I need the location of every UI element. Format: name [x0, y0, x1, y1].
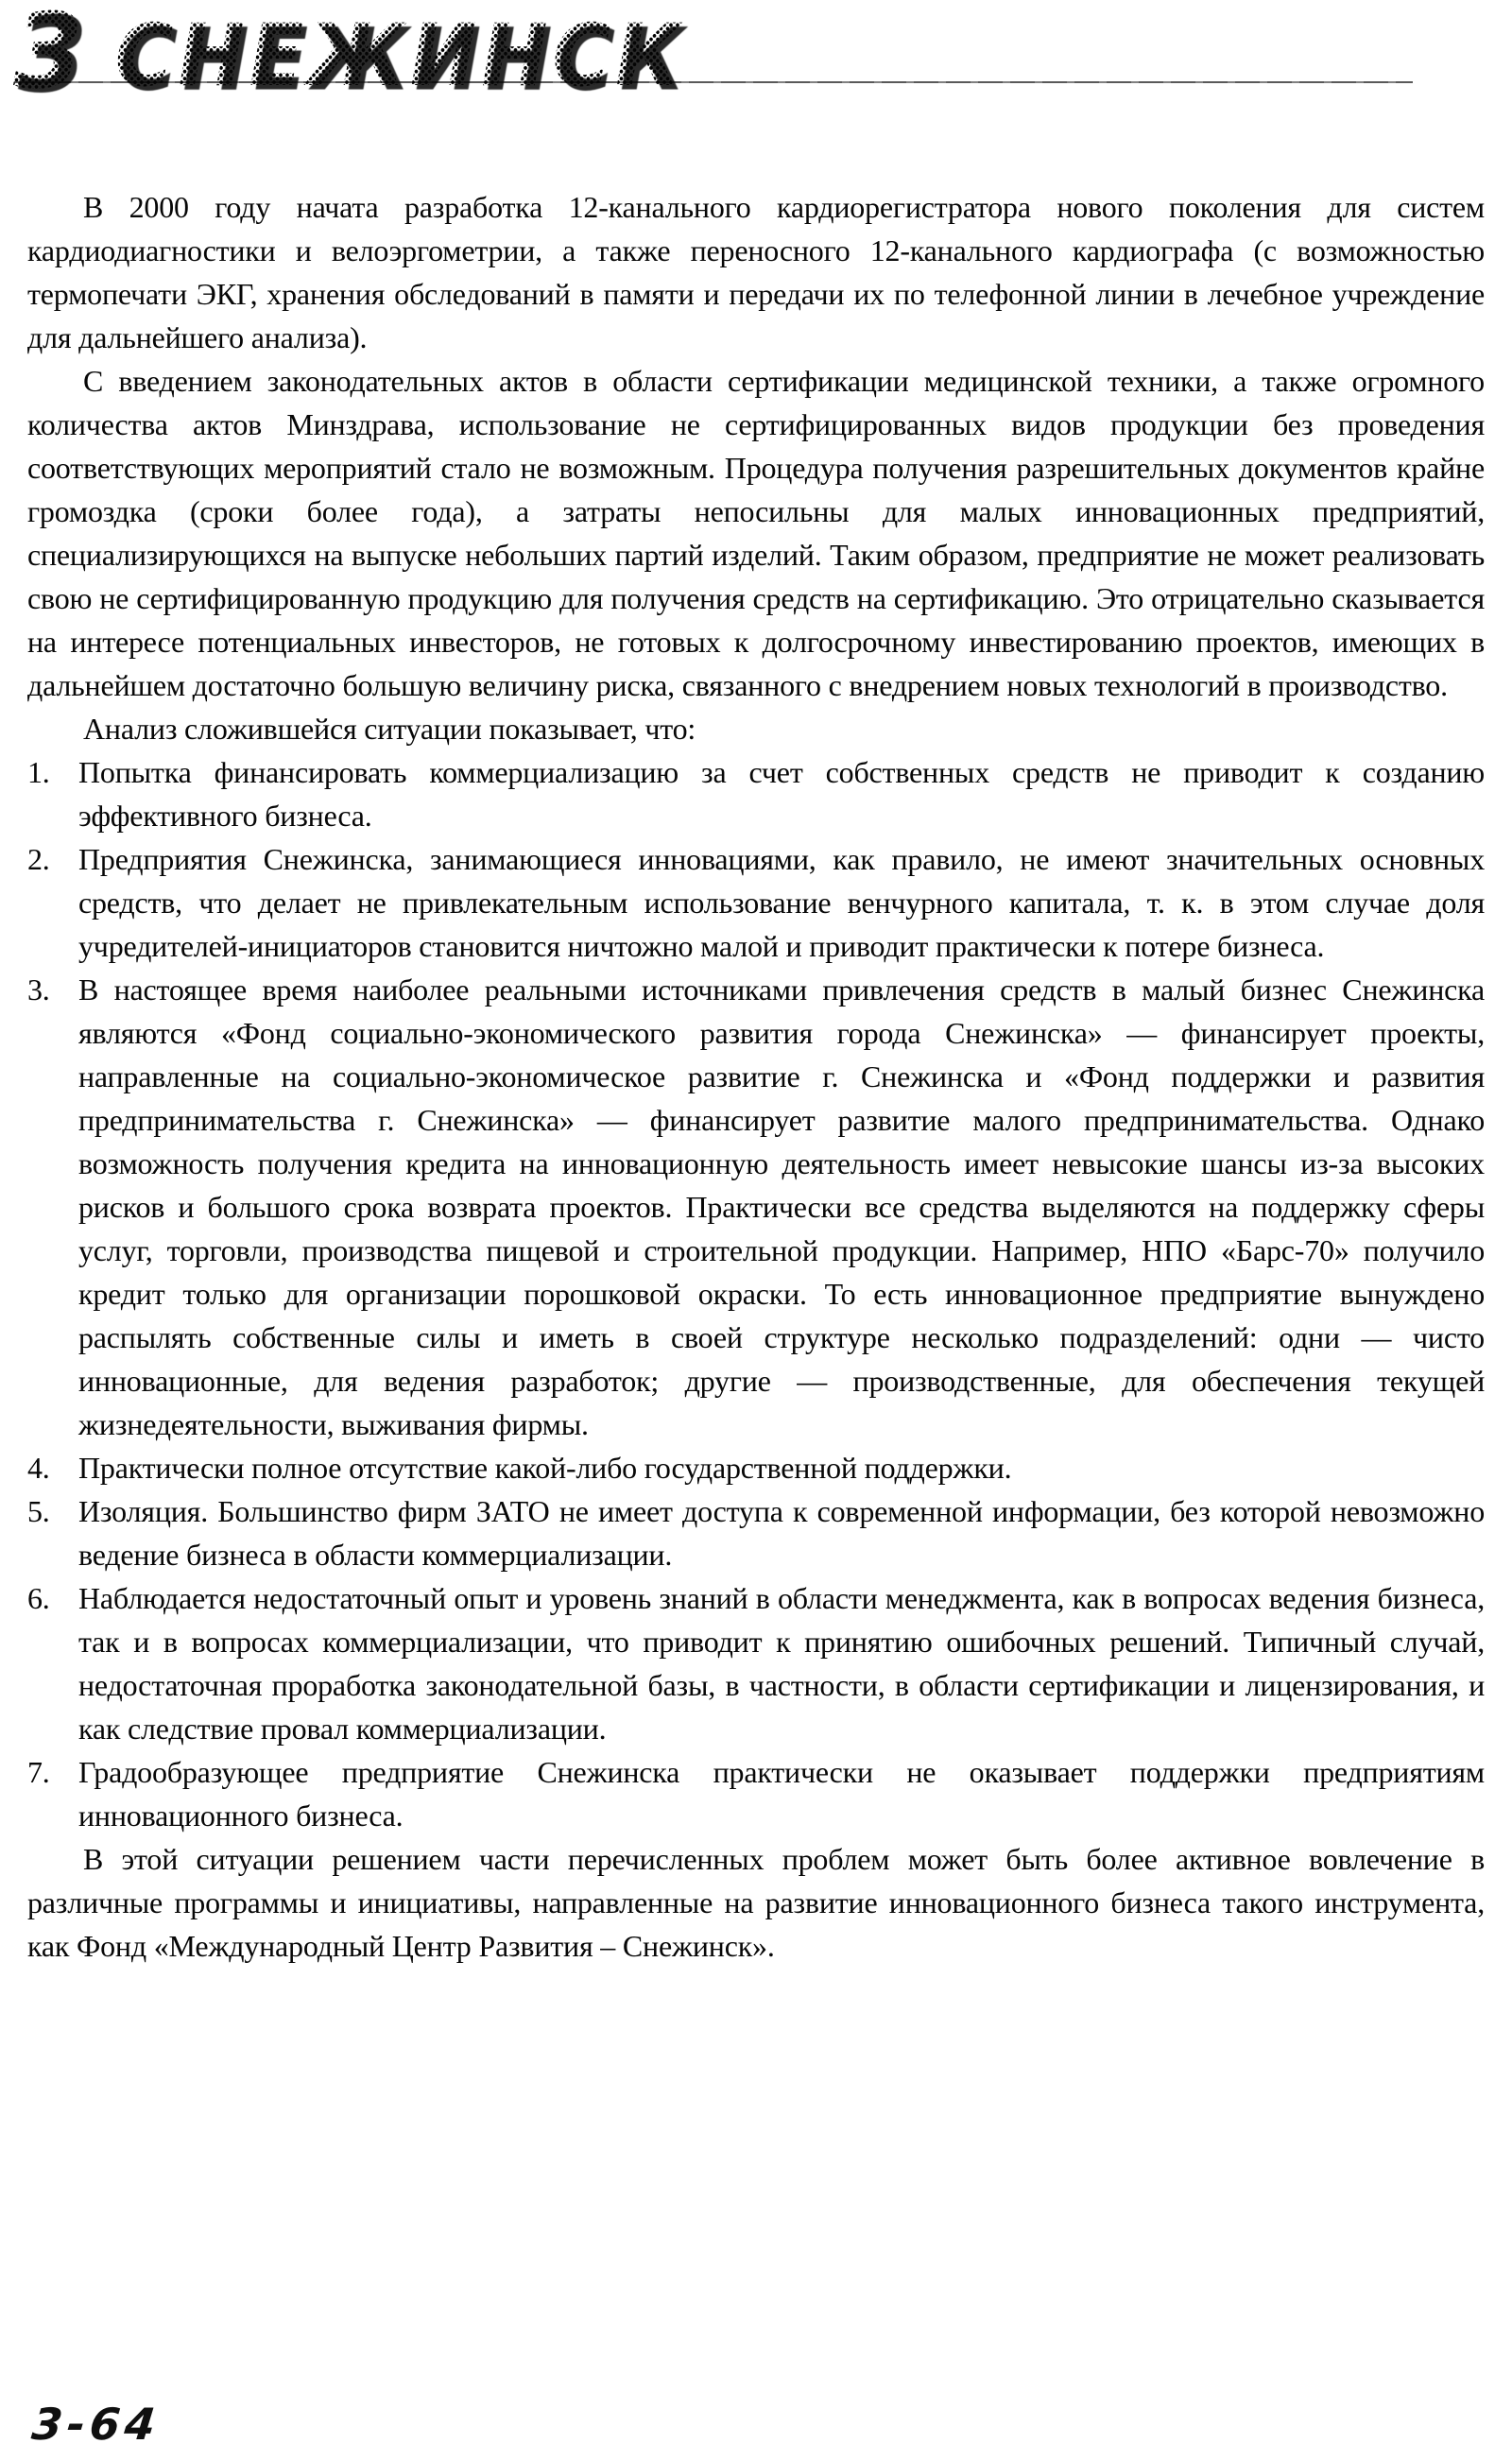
- list-item-text: Попытка финансировать коммерциализацию за счет собственных средств не приводит к созданию эффективного бизнеса.: [78, 755, 1485, 833]
- list-item-text: Градообразующее предприятие Снежинска практически не оказывает поддержки предприятиям инновационного бизнеса.: [78, 1755, 1485, 1833]
- body-text: [27, 185, 1485, 1968]
- list-item-number: 6.: [27, 1581, 50, 1615]
- chapter-logo: [13, 0, 685, 112]
- list-item-number: 5.: [27, 1494, 50, 1528]
- page-number: 3-64: [29, 2399, 163, 2450]
- list-item-text: Практически полное отсутствие какой-либо государственной поддержки.: [78, 1451, 1012, 1485]
- list-item: [27, 1576, 1485, 1750]
- paragraph-certification-problems: С введением законодательных актов в области сертификации медицинской техники, а также огромного количества актов Минздрава, использование не сертифицированных видов продукции без проведения соответствующих мероприятий стало не возможным. Процедура получения разрешительных документов крайне громоздка (сроки более года), а затраты непосильны для малых инновационных предприятий, специализирующихся на выпуске небольших партий изделий. Таким образом, предприятие не может реализовать свою не сертифицированную продукцию для получения средств на сертификацию. Это отрицательно сказывается на интересе потенциальных инвесторов, не готовых к долгосрочному инвестированию проектов, имеющих в дальнейшем достаточно большую величину риска, связанного с внедрением новых технологий в производство.: [27, 364, 1485, 702]
- list-item-number: 3.: [27, 972, 50, 1007]
- list-item: [27, 968, 1485, 1446]
- paragraph-analysis-intro: Анализ сложившейся ситуации показывает, что:: [83, 712, 696, 746]
- list-item-number: 1.: [27, 755, 50, 789]
- list-item-number: 4.: [27, 1451, 50, 1485]
- list-item-text: Наблюдается недостаточный опыт и уровень знаний в области менеджмента, как в вопросах ведения бизнеса, так и в вопросах коммерциализации, что приводит к принятию ошибочных решений. Типичный случай, недостаточная проработка законодательной базы, в частности, в области сертификации и лицензирования, и как следствие провал коммерциализации.: [78, 1581, 1485, 1746]
- chapter-title: СНЕЖИНСК: [114, 5, 685, 106]
- list-item-text: В настоящее время наиболее реальными источниками привлечения средств в малый бизнес Снежинска являются «Фонд социально-экономического развития города Снежинска» — финансирует проекты, направленные на социально-экономическое развитие г. Снежинска и «Фонд поддержки и развития предпринимательства г. Снежинска» — финансирует развитие малого предпринимательства. Однако возможность получения кредита на инновационную деятельность имеет невысокие шансы из-за высоких рисков и большого срока возврата проектов. Практически все средства выделяются на поддержку сферы услуг, торговли, производства пищевой и строительной продукции. Например, НПО «Барс-70» получило кредит только для организации порошковой окраски. То есть инновационное предприятие вынуждено распылять собственные силы и иметь в своей структуре несколько подразделений: одни — чисто инновационные, для ведения разработок; другие — производственные, для обеспечения текущей жизнедеятельности, выживания фирмы.: [78, 972, 1485, 1441]
- chapter-number: 3: [13, 0, 83, 112]
- list-item-text: Предприятия Снежинска, занимающиеся инновациями, как правило, не имеют значительных основных средств, что делает не привлекательным использование венчурного капитала, т. к. в этом случае доля учредителей-инициаторов становится ничтожно малой и приводит практически к потере бизнеса.: [78, 842, 1485, 963]
- paragraph-intro-development: В 2000 году начата разработка 12-канального кардиорегистратора нового поколения для систем кардиодиагностики и велоэргометрии, а также переносного 12-канального кардиографа (с возможностью термопечати ЭКГ, хранения обследований в памяти и передачи их по телефонной линии в лечебное учреждение для дальнейшего анализа).: [27, 190, 1485, 354]
- list-item-number: 7.: [27, 1755, 50, 1789]
- list-item-text: Изоляция. Большинство фирм ЗАТО не имеет доступа к современной информации, без которой невозможно ведение бизнеса в области коммерциализации.: [78, 1494, 1485, 1572]
- analysis-numbered-list: [27, 750, 1485, 1837]
- list-item: [27, 1750, 1485, 1837]
- paragraph-conclusion: В этой ситуации решением части перечисленных проблем может быть более активное вовлечение в различные программы и инициативы, направленные на развитие инновационного бизнеса такого инструмента, как Фонд «Международный Центр Развития – Снежинск».: [27, 1842, 1485, 1963]
- page-header: [0, 0, 1512, 119]
- list-item: [27, 750, 1485, 837]
- list-item-number: 2.: [27, 842, 50, 876]
- list-item: [27, 1489, 1485, 1576]
- list-item: [27, 837, 1485, 968]
- list-item: [27, 1446, 1485, 1489]
